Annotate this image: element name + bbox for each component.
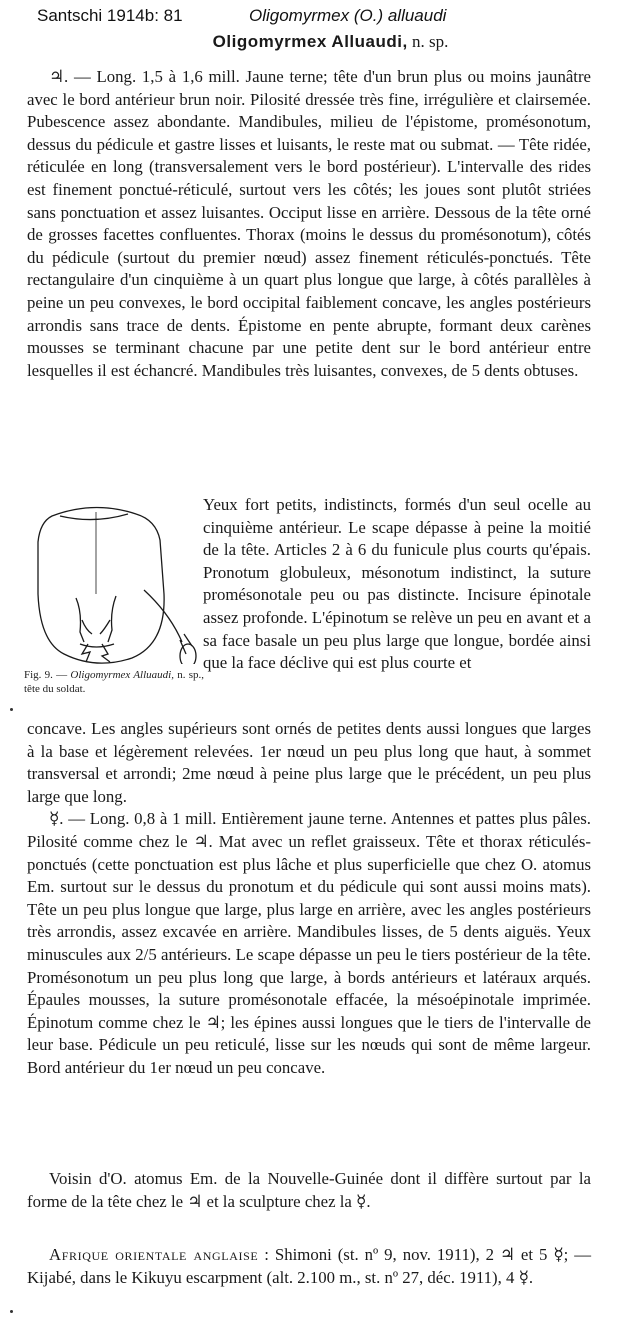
occipital-border <box>60 514 128 520</box>
paragraph-soldier: ♃. — Long. 1,5 à 1,6 mill. Jaune terne; tête d'un brun plus ou moins jaunâtre avec le bord antérieur brun noir. Pilosité dressée très fine, irrégulière et clairsemée. Pubescence assez abondante. Mandibules, milieu de l'épistome, promésonotum, dessus du pédicule et gastre lisses et luisants, le reste mat ou submat. — Tête ridée, réticulée en long (transversalement vers le bord postérieur). L'intervalle des rides est finement ponctué-réticulé, surtout vers les côtés; les joues sont plutôt striées sans ponctuation et assez luisantes. Occiput lisse en arrière. Dessous de la tête orné de grosses facettes confluentes. Thorax (moins le dessus du promésonotum), côtés du pédicule (surtout du premier nœud) assez finement réticulés-ponctués. Tête rectangulaire d'un cinquième à un quart plus longue que large, à côtés parallèles à peine un peu convexes, le bord occipital faiblement concave, les angles postérieurs arrondis sans trace de dents. Épistome en pente abrupte, formant deux carènes mousses se terminant chacune par une petite dent sur le bord antérieur entre lesquelles il est échancré. Mandibules très luisantes, convexes, de 5 dents obtuses. <box>27 67 591 380</box>
soldier-description <box>27 66 591 382</box>
margin-mark <box>10 708 13 711</box>
ant-head-illustration <box>24 494 202 664</box>
antenna-club <box>180 644 196 664</box>
species-title <box>0 32 621 52</box>
paragraph-worker: ☿. — Long. 0,8 à 1 mill. Entièrement jaune terne. Antennes et pattes plus pâles. Pilosité comme chez le ♃. Mat avec un reflet graisseux. Tête et thorax réticulés-ponctués (cette ponctuation est plus lâche et plus superficielle que chez O. atomus Em. surtout sur le dessus du pronotum et du pédicule qui sont aussi moins mats). Tête un peu plus longue que large, plus large en arrière, avec les angles postérieurs très arrondis, assez excavée en arrière. Mandibules lisses, de 5 dents aiguës. Yeux minuscules aux 2/5 antérieurs. Le scape dépasse un peu le tiers postérieur de la tête. Promésonotum un peu plus long que large, à bords antérieurs et latéraux arqués. Épaules mousses, la suture promésonotale effacée, la mésoépinotale imprimée. Épinotum comme chez le ♃; les épines aussi longues que le tiers de l'intervalle de leur base. Pédicule un peu reticulé, lisse sur les nœuds qui sont de même largeur. Bord antérieur du 1er nœud un peu concave. <box>27 809 591 1077</box>
paragraph-continued: concave. Les angles supérieurs sont ornés de petites dents aussi longues que larges à la base et légèrement relevées. 1er nœud un peu plus long que haut, à sommet transversal et arrondi; 2me nœud à peine plus large que le précédent, un peu plus large que long. <box>27 719 591 806</box>
worker-section <box>27 718 591 1080</box>
locality-section <box>27 1244 591 1289</box>
clypeus-inner-left <box>82 620 92 634</box>
figure-caption-prefix: Fig. 9. — <box>24 669 68 681</box>
citation: Santschi 1914b: 81 <box>37 6 183 25</box>
soldier-description-continued <box>203 494 591 675</box>
species-name: Oligomyrmex Alluaudi, <box>212 32 408 51</box>
figure <box>24 494 205 714</box>
page-header <box>37 6 597 30</box>
figure-caption-rest: n. sp., tête du soldat. <box>24 669 205 695</box>
figure-caption-genus: Oligomyrmex Alluaudi, <box>70 669 174 681</box>
figure-caption <box>24 668 204 696</box>
paragraph-side: Yeux fort petits, indistincts, formés d'un seul ocelle au cinquième antérieur. Le scape dépasse à peine la moitié de la tête. Articles 2 à 6 du funicule plus courts qu'épais. Pronotum globuleux, mésonotum indistinct, la suture promésonotale peu ou pas distincte. Incisure épinotale assez profonde. L'épinotum se relève un peu en avant et a sa face basale un peu plus large que longue, bordée ainsi que la face déclive qui est plus courte et <box>203 495 591 673</box>
species-status: n. sp. <box>411 32 449 51</box>
taxon-name: Oligomyrmex (O.) alluaudi <box>249 6 447 25</box>
paragraph-affinity: Voisin d'O. atomus Em. de la Nouvelle-Guinée dont il diffère surtout par la forme de la tête chez le ♃ et la sculpture chez la ☿. <box>27 1169 591 1211</box>
paragraph-locality <box>27 1244 591 1289</box>
locality-region: Afrique orientale anglaise <box>49 1245 259 1264</box>
head-outline <box>38 507 164 663</box>
clypeus-carina-right <box>108 596 116 642</box>
locality-text: : Shimoni (st. nº 9, nov. 1911), 2 ♃ et 5 ☿; — Kijabé, dans le Kikuyu escarpment (alt. 2.100 m., st. nº 27, déc. 1911), 4 ☿. <box>27 1245 592 1287</box>
clypeus-carina-left <box>76 598 84 642</box>
clypeus-inner-right <box>100 620 110 634</box>
anterior-border <box>80 644 114 647</box>
margin-mark <box>10 1310 13 1313</box>
affinity-section <box>27 1168 591 1213</box>
